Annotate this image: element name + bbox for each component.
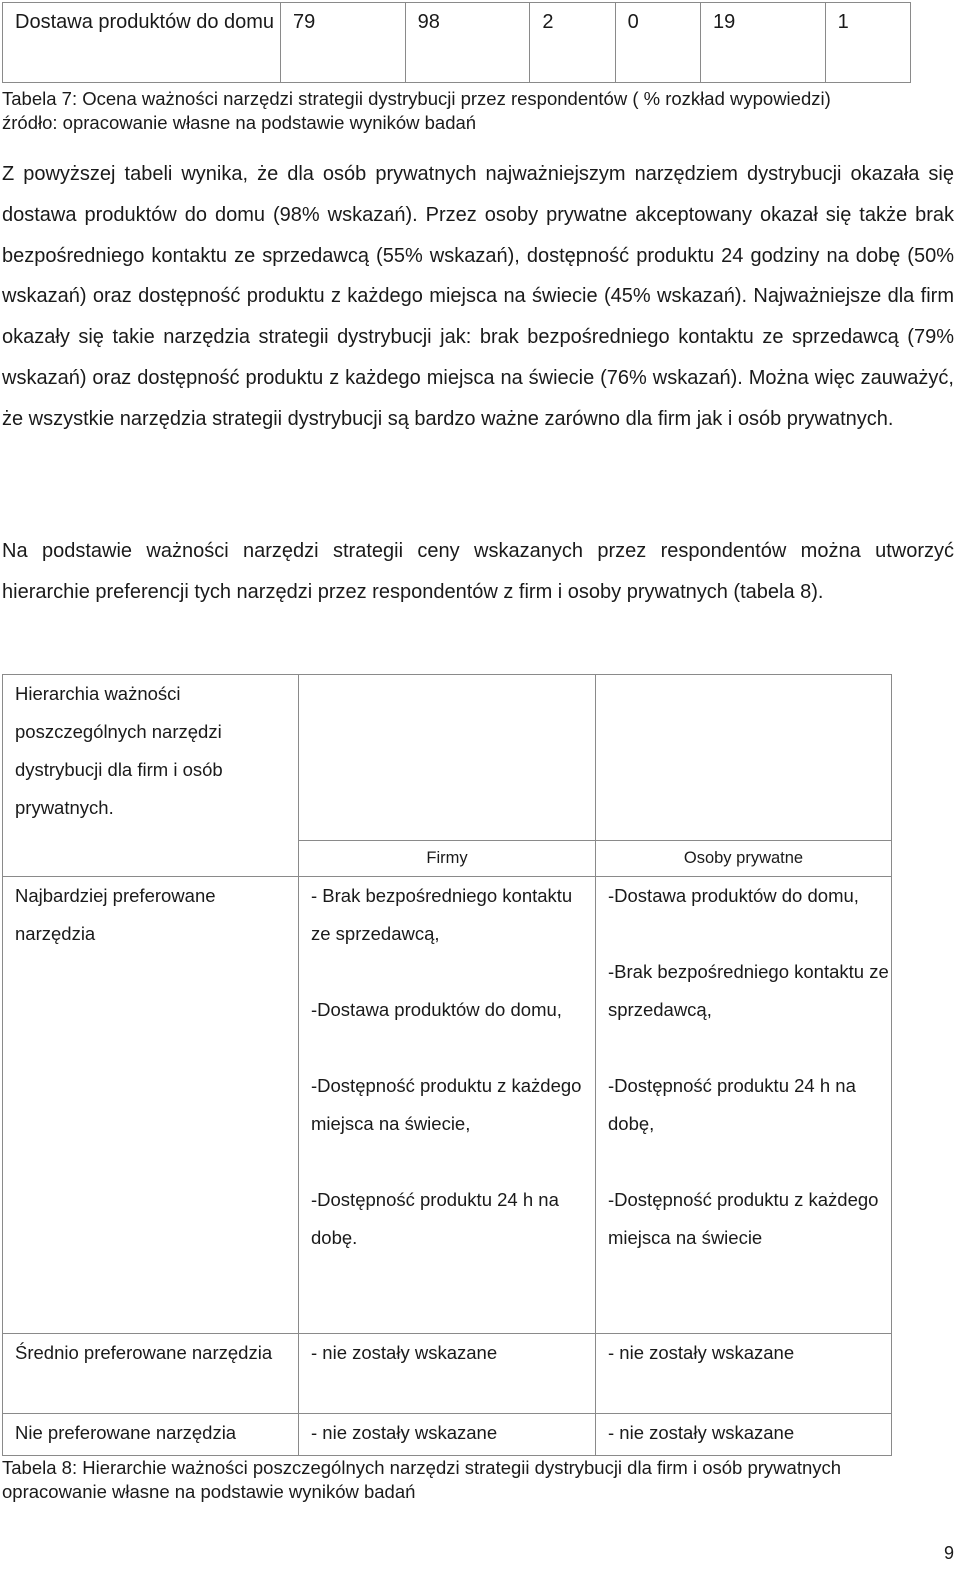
page-number: 9 xyxy=(943,1543,954,1563)
firmy-cell: - nie zostały wskazane xyxy=(299,1414,596,1456)
caption-source: opracowanie własne na podstawie wyników badań xyxy=(2,1481,416,1502)
row-label: Średnio preferowane narzędzia xyxy=(3,1334,299,1414)
cell-value: 2 xyxy=(530,3,615,83)
cell-value: 0 xyxy=(615,3,700,83)
list-item: - Brak bezpośredniego kontaktu ze sprzedawcą, xyxy=(311,885,573,944)
table8 xyxy=(2,674,892,1456)
row-label: Najbardziej preferowane narzędzia xyxy=(3,877,299,1334)
cell-value: 79 xyxy=(281,3,406,83)
osoby-cell: - nie zostały wskazane xyxy=(596,1414,892,1456)
cell-value: 19 xyxy=(700,3,825,83)
cell-value: 1 xyxy=(825,3,910,83)
body-paragraph: Na podstawie ważności narzędzi strategii ceny wskazanych przez respondentów można utworzyć hierarchie preferencji tych narzędzi przez respondentów z firm i osoby prywatnych (tabela 8). xyxy=(2,540,954,603)
table-row xyxy=(3,1334,892,1414)
list-item: -Dostawa produktów do domu, xyxy=(608,885,859,906)
table7-fragment xyxy=(2,2,911,83)
caption-line: Tabela 7: Ocena ważności narzędzi strategii dystrybucji przez respondentów ( % rozkład wypowiedzi) xyxy=(2,88,831,109)
osoby-list xyxy=(596,877,892,1334)
list-item: -Dostawa produktów do domu, xyxy=(311,999,562,1020)
row-label: Nie preferowane narzędzia xyxy=(3,1414,299,1456)
list-item: -Dostępność produktu 24 h na dobę. xyxy=(311,1189,559,1248)
table7-caption xyxy=(2,87,831,135)
caption-source: źródło: opracowanie własne na podstawie wyników badań xyxy=(2,112,477,133)
firmy-list xyxy=(299,877,596,1334)
table-row xyxy=(3,3,911,83)
row-label: Dostawa produktów do domu xyxy=(3,3,281,83)
list-item: -Dostępność produktu 24 h na dobę, xyxy=(608,1075,856,1134)
col-header-firmy: Firmy xyxy=(299,841,596,877)
blank-cell xyxy=(299,675,596,841)
list-item: -Dostępność produktu z każdego miejsca na świecie, xyxy=(311,1075,582,1134)
table-header: Hierarchia ważności poszczególnych narzędzi dystrybucji dla firm i osób prywatnych. xyxy=(3,675,299,877)
table8-caption xyxy=(2,1456,841,1504)
osoby-cell: - nie zostały wskazane xyxy=(596,1334,892,1414)
list-item: -Brak bezpośredniego kontaktu ze sprzedawcą, xyxy=(608,961,889,1020)
table-row xyxy=(3,877,892,1334)
list-item: -Dostępność produktu z każdego miejsca na świecie xyxy=(608,1189,879,1248)
col-header-osoby: Osoby prywatne xyxy=(596,841,892,877)
firmy-cell: - nie zostały wskazane xyxy=(299,1334,596,1414)
blank-cell xyxy=(596,675,892,841)
caption-line: Tabela 8: Hierarchie ważności poszczególnych narzędzi strategii dystrybucji dla firm i osób prywatnych xyxy=(2,1457,842,1478)
cell-value: 98 xyxy=(405,3,530,83)
table-row xyxy=(3,1414,892,1456)
table-header-row xyxy=(3,675,892,841)
body-paragraph: Z powyższej tabeli wynika, że dla osób prywatnych najważniejszym narzędziem dystrybucji okazała się dostawa produktów do domu (98% wskazań). Przez osoby prywatne akceptowany okazał się także brak bezpośredniego kontaktu ze sprzedawcą (55% wskazań), dostępność produktu 24 godziny na dobę (50% wskazań) oraz dostępność produktu z każdego miejsca na świecie (45% wskazań). Najważniejsze dla firm okazały się takie narzędzia strategii dystrybucji jak: brak bezpośredniego kontaktu ze sprzedawcą (79% wskazań) oraz dostępność produktu z każdego miejsca na świecie (76% wskazań). Można więc zauważyć, że wszystkie narzędzia strategii dystrybucji są bardzo ważne zarówno dla firm jak i osób prywatnych. xyxy=(2,163,954,430)
